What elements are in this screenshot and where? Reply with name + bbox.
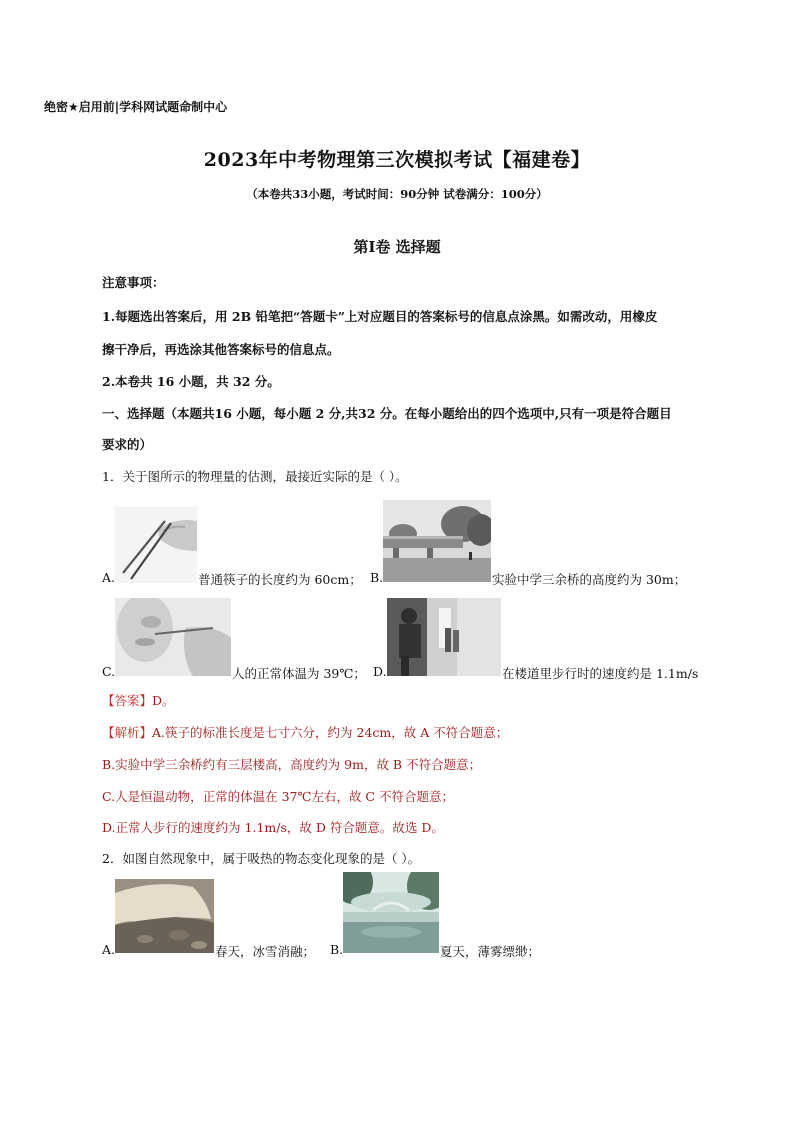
thermometer-photo [115, 598, 231, 676]
q1-option-a-label: A. [102, 570, 116, 585]
q1-analysis-c: C.人是恒温动物，正常的体温在 37℃左右，故 C 不符合题意； [102, 789, 454, 804]
q1-option-d-text: 在楼道里步行时的速度约是 1.1m/s [502, 666, 699, 681]
part1-instruction-line2: 要求的） [102, 437, 153, 452]
question-1-stem: 1．关于图所示的物理量的估测，最接近实际的是（ ）。 [102, 469, 408, 484]
q1-option-b-text: 实验中学三余桥的高度约为 30m； [492, 572, 687, 587]
q1-option-b-label: B. [370, 570, 384, 585]
notes-heading: 注意事项： [102, 275, 165, 290]
q2-option-b-text: 夏天，薄雾缥缈； [440, 944, 541, 959]
q2-option-b-label: B. [330, 942, 344, 957]
answer-value: D。 [152, 693, 175, 708]
part1-instruction-line1: 一、选择题（本题共16 小题，每小题 2 分,共32 分。在每小题给出的四个选项中,只有一项是符合题目 [102, 406, 672, 421]
notes-item-1-line1: 1.每题选出答案后，用 2B 铅笔把“答题卡”上对应题目的答案标号的信息点涂黑。如需改动，用橡皮 [102, 309, 658, 324]
q1-analysis-b: B.实验中学三余桥约有三层楼高，高度约为 9m，故 B 不符合题意； [102, 757, 482, 772]
q1-option-c-text: 人的正常体温为 39℃； [232, 666, 366, 681]
header-label: 绝密★启用前|学科网试题命制中心 [44, 100, 228, 114]
question-2-stem: 2．如图自然现象中，属于吸热的物态变化现象的是（ ）。 [102, 851, 421, 866]
exam-info: （本卷共33小题，考试时间：90分钟 试卷满分：100分） [246, 187, 548, 201]
bridge-photo [383, 500, 491, 582]
q2-option-a-text: 春天，冰雪消融； [215, 944, 316, 959]
melting-ice-photo [115, 879, 214, 953]
notes-item-2: 2.本卷共 16 小题，共 32 分。 [102, 374, 280, 389]
page-title: 2023年中考物理第三次模拟考试【福建卷】 [203, 149, 591, 171]
corridor-walk-photo [387, 598, 501, 676]
section-title: 第Ⅰ卷 选择题 [353, 238, 441, 256]
answer-tag: 【答案】 [102, 693, 153, 708]
analysis-a-text: A.筷子的标准长度是七寸六分，约为 24cm，故 A 不符合题意； [152, 725, 509, 740]
q1-option-d-label: D. [373, 664, 387, 679]
q1-option-a-text: 普通筷子的长度约为 60cm； [198, 572, 362, 587]
q1-analysis-a [102, 723, 508, 741]
q2-option-a-label: A. [102, 942, 116, 957]
analysis-tag: 【解析】 [102, 725, 153, 740]
q1-answer [102, 691, 175, 709]
mist-lake-photo [343, 872, 439, 953]
q1-option-c-label: C. [102, 664, 116, 679]
notes-item-1-line2: 擦干净后，再选涂其他答案标号的信息点。 [102, 342, 340, 357]
chopsticks-photo [115, 507, 197, 583]
q1-analysis-d: D.正常人步行的速度约为 1.1m/s，故 D 符合题意。故选 D。 [102, 820, 444, 835]
